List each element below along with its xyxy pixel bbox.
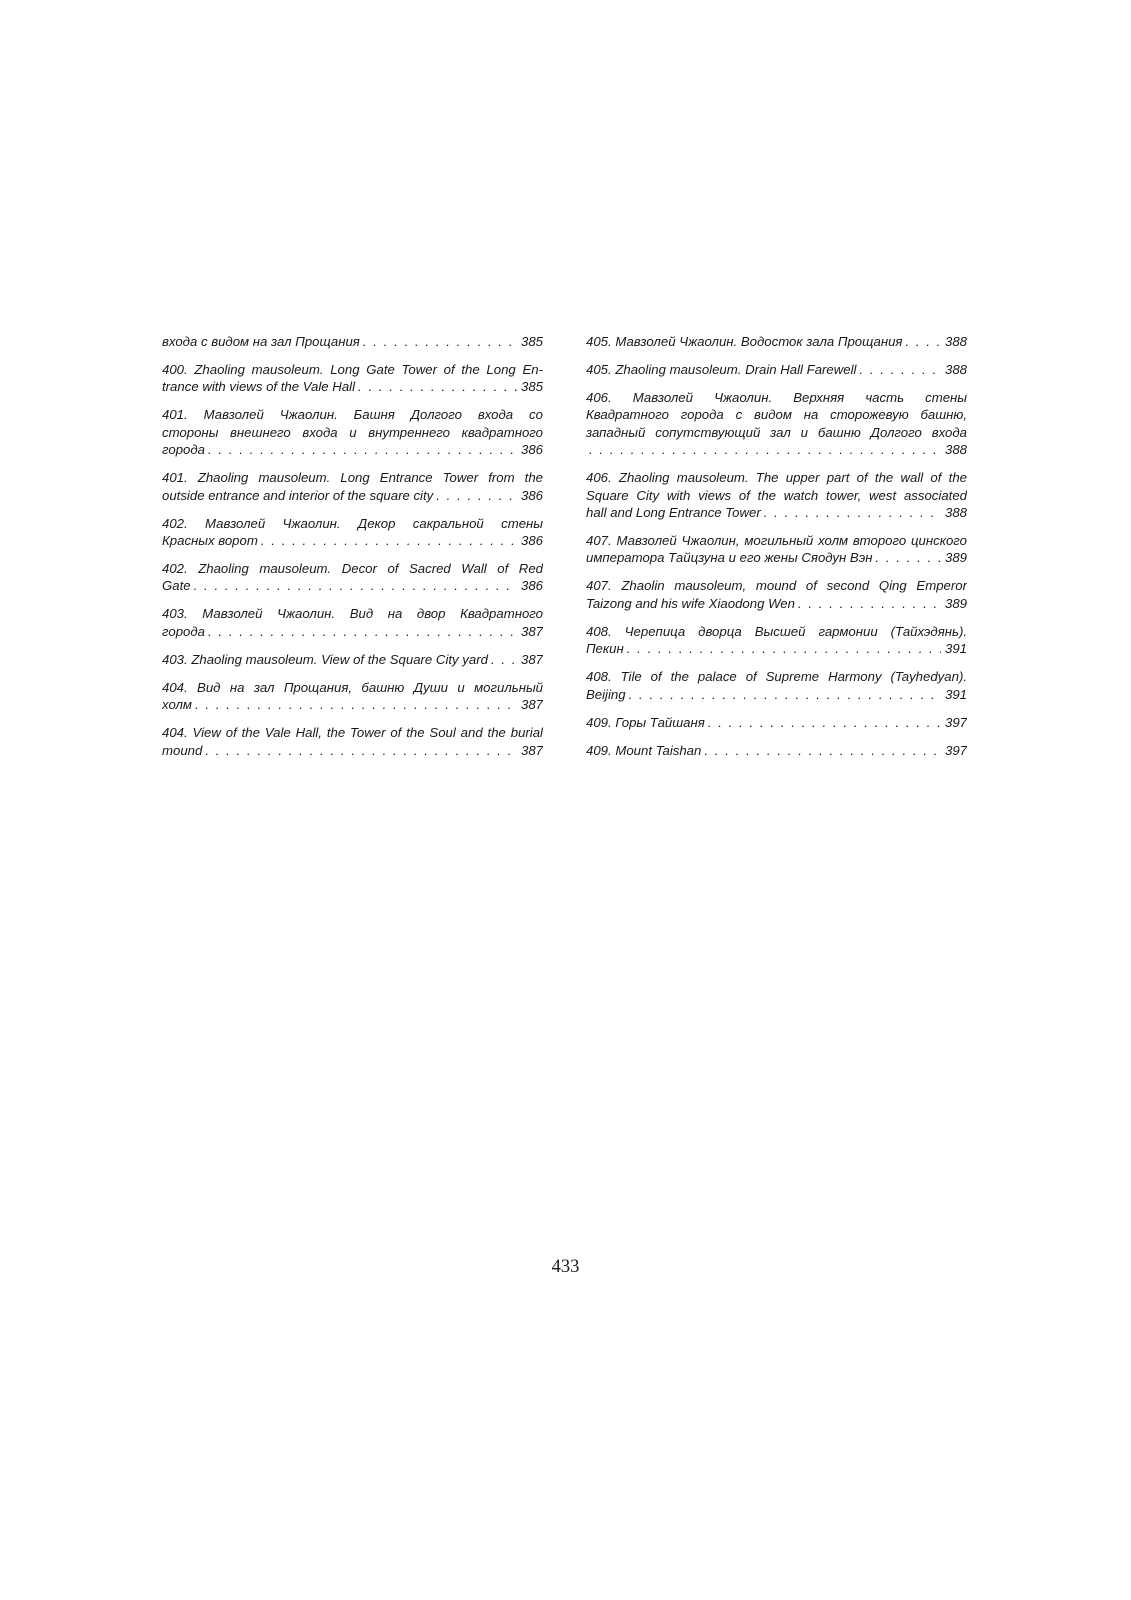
toc-entry-text: 408. Черепица дворца Высшей гармонии (Тайхэдянь). <box>586 623 967 639</box>
toc-entry-last-line <box>162 623 543 640</box>
dot-leader <box>701 742 941 759</box>
toc-page-number: 386 <box>520 533 543 549</box>
toc-page-number: 391 <box>944 641 967 657</box>
toc-page-number: 388 <box>944 505 967 521</box>
toc-entry-text: 401. Zhaoling mausoleum. Long Entrance Tower from the <box>162 470 543 486</box>
toc-entry <box>586 577 967 612</box>
toc-page-number: 386 <box>520 487 543 503</box>
toc-entry-text: стороны внешнего входа и внутреннего квадратного <box>162 424 543 440</box>
toc-entry-last-line <box>162 333 543 350</box>
toc-entry-last-line <box>586 549 967 566</box>
toc-entry-text: императора Тайцзуна и его жены Сяодун Вэн <box>586 550 873 566</box>
toc-entry-text: 406. Zhaoling mausoleum. The upper part of the wall of the <box>586 470 967 486</box>
toc-page-number: 397 <box>944 742 967 758</box>
toc-entry-last-line <box>586 640 967 657</box>
toc-entry-text: 401. Мавзолей Чжаолин. Башня Долгого входа со <box>162 407 543 423</box>
toc-entry-text: Square City with views of the watch tower, west associated <box>586 487 967 503</box>
toc-entry-text: 400. Zhaoling mausoleum. Long Gate Tower of the Long En- <box>162 362 543 377</box>
toc-page-number: 386 <box>520 578 543 594</box>
toc-entry <box>586 469 967 521</box>
dot-leader <box>433 487 517 504</box>
toc-entry <box>162 361 543 396</box>
toc-entry-text: 404. Вид на зал Прощания, башню Души и могильный <box>162 679 543 695</box>
toc-entry-text: hall and Long Entrance Tower <box>586 505 761 521</box>
dot-leader <box>192 696 517 713</box>
dot-leader <box>258 532 517 549</box>
toc-entry-last-line <box>586 714 967 731</box>
toc-entry-last-line <box>586 441 967 458</box>
toc-entry <box>586 532 967 567</box>
toc-entry <box>162 724 543 759</box>
toc-entry-last-line <box>162 651 543 668</box>
toc-page-number: 389 <box>944 550 967 566</box>
toc-entry-text: западный сопутствующий зал и башню Долгого входа <box>586 424 967 440</box>
toc-page-number: 388 <box>944 334 967 349</box>
toc-column-right <box>586 333 967 770</box>
toc-page-number: 397 <box>944 714 967 730</box>
toc-entry <box>162 515 543 550</box>
toc-entry-text: outside entrance and interior of the square city <box>162 487 434 503</box>
toc-entry-text: 404. View of the Vale Hall, the Tower of the Soul and the burial <box>162 725 543 741</box>
toc-entry-text: 405. Zhaoling mausoleum. Drain Hall Farewell <box>586 362 857 377</box>
toc-page-number: 389 <box>944 595 967 611</box>
toc-entry-text: 402. Zhaoling mausoleum. Decor of Sacred Wall of Red <box>162 561 543 577</box>
toc-entry <box>162 651 543 668</box>
toc-entry-text: Taizong and his wife Xiaodong Wen <box>586 595 795 611</box>
dot-leader <box>488 651 517 668</box>
toc-page-number: 388 <box>944 362 967 377</box>
page-number: 433 <box>551 1257 580 1277</box>
dot-leader <box>624 640 941 657</box>
toc-entry-text: 403. Zhaoling mausoleum. View of the Square City yard <box>162 651 488 667</box>
toc-entry-last-line <box>162 441 543 458</box>
toc-entry-text: города <box>162 442 205 458</box>
toc-entry <box>586 333 967 350</box>
dot-leader <box>355 378 517 395</box>
dot-leader <box>795 595 941 612</box>
toc-entry-text: Пекин <box>586 641 624 657</box>
toc-entry-text: Gate <box>162 578 191 594</box>
dot-leader <box>191 577 517 594</box>
dot-leader <box>205 623 517 640</box>
dot-leader <box>902 333 941 350</box>
toc-column-left <box>162 333 543 770</box>
toc-entry-text: 409. Mount Taishan <box>586 742 702 758</box>
toc-entry <box>162 406 543 458</box>
toc-entry <box>586 623 967 658</box>
toc-entry-last-line <box>162 487 543 504</box>
toc-page-number: 391 <box>944 686 967 702</box>
toc-entry <box>586 668 967 703</box>
dot-leader <box>761 504 941 521</box>
toc-entry-last-line <box>162 532 543 549</box>
toc-entry <box>586 361 967 378</box>
toc-entry-text: Квадратного города с видом на сторожевую башню, <box>586 407 967 423</box>
toc-entry-text: 409. Горы Тайшаня <box>586 714 705 730</box>
dot-leader <box>872 549 941 566</box>
toc-entry <box>162 333 543 350</box>
toc-entry-last-line <box>162 742 543 759</box>
toc-entry <box>162 560 543 595</box>
dot-leader <box>205 441 517 458</box>
toc-entry-text: 408. Tile of the palace of Supreme Harmony (Tayhedyan). <box>586 669 967 685</box>
toc-entry-last-line <box>586 361 967 378</box>
toc-entry-last-line <box>162 577 543 594</box>
toc-entry-last-line <box>162 696 543 713</box>
dot-leader <box>626 686 941 703</box>
toc-entry-last-line <box>586 333 967 350</box>
toc-entry-last-line <box>586 742 967 759</box>
toc-entry <box>586 742 967 759</box>
toc-entry-text: входа с видом на зал Прощания <box>162 334 360 349</box>
toc-entry <box>162 679 543 714</box>
toc-page-number: 385 <box>520 334 543 349</box>
dot-leader <box>586 441 941 458</box>
toc-page-number: 387 <box>520 623 543 639</box>
toc-entry-text: 407. Мавзолей Чжаолин, могильный холм второго цинского <box>586 533 967 549</box>
toc-entry-last-line <box>586 504 967 521</box>
dot-leader <box>202 742 517 759</box>
toc-entry-last-line <box>162 378 543 395</box>
toc-page-number: 385 <box>520 379 543 395</box>
dot-leader <box>360 333 517 350</box>
toc-entry <box>162 469 543 504</box>
toc-page-number: 387 <box>520 742 543 758</box>
toc-page-number: 387 <box>520 697 543 713</box>
toc-entry-last-line <box>586 595 967 612</box>
toc-page-number: 386 <box>520 442 543 458</box>
toc-entry <box>586 714 967 731</box>
toc-entry-text: 406. Мавзолей Чжаолин. Верхняя часть стены <box>586 390 967 405</box>
toc-entry-text: 405. Мавзолей Чжаолин. Водосток зала Прощания <box>586 334 903 349</box>
toc-entry-text: города <box>162 623 205 639</box>
toc-page-number: 388 <box>944 442 967 458</box>
toc-entry-text: Beijing <box>586 686 626 702</box>
toc-entry-text: trance with views of the Vale Hall <box>162 379 356 395</box>
toc-entry-text: 402. Мавзолей Чжаолин. Декор сакральной стены <box>162 515 543 531</box>
toc-entry-text: Красных ворот <box>162 533 258 549</box>
dot-leader <box>705 714 941 731</box>
toc-entry-text: mound <box>162 742 203 758</box>
dot-leader <box>856 361 941 378</box>
toc-entry-last-line <box>586 686 967 703</box>
toc-page-number: 387 <box>520 651 543 667</box>
toc-entry-text: 403. Мавзолей Чжаолин. Вид на двор Квадратного <box>162 606 543 622</box>
toc-entry <box>162 605 543 640</box>
toc-entry-text: 407. Zhaolin mausoleum, mound of second Qing Emperor <box>586 578 967 594</box>
toc-entry-text: холм <box>162 697 192 713</box>
toc-entry <box>586 389 967 459</box>
